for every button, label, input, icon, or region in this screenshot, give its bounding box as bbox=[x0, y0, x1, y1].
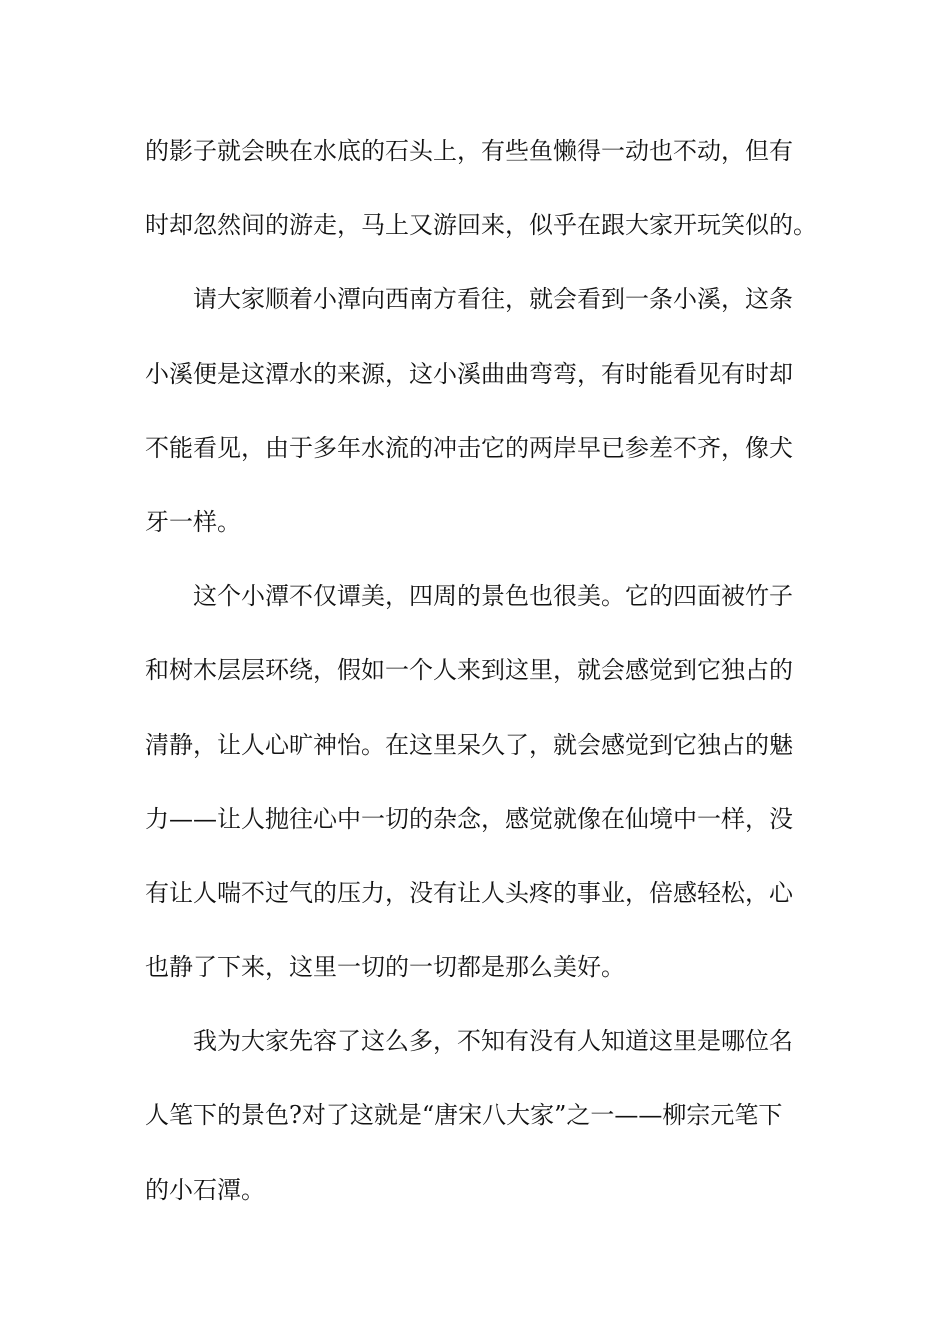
text-line: 不能看见，由于多年水流的冲击它的两岸早已参差不齐，像犬 bbox=[145, 433, 793, 462]
text-line: 牙一样。 bbox=[145, 507, 241, 536]
body-text bbox=[145, 131, 817, 1244]
paragraph-start-line: 这个小潭不仅谭美，四周的景色也很美。它的四面被竹子 bbox=[193, 582, 793, 611]
text-line: 的小石潭。 bbox=[145, 1175, 265, 1204]
text-line: 有让人喘不过气的压力，没有让人头疼的事业，倍感轻松，心 bbox=[145, 878, 793, 907]
text-line: 力——让人抛往心中一切的杂念，感觉就像在仙境中一样，没 bbox=[145, 804, 793, 833]
text-line: 时却忽然间的游走，马上又游回来，似乎在跟大家开玩笑似的。 bbox=[145, 211, 817, 240]
paragraph-start-line: 我为大家先容了这么多，不知有没有人知道这里是哪位名 bbox=[193, 1027, 793, 1056]
text-line: 人笔下的景色?对了这就是“唐宋八大家”之一——柳宗元笔下 bbox=[145, 1101, 783, 1130]
text-line: 小溪便是这潭水的来源，这小溪曲曲弯弯，有时能看见有时却 bbox=[145, 359, 793, 388]
text-line: 清静，让人心旷神怡。在这里呆久了，就会感觉到它独占的魅 bbox=[145, 730, 793, 759]
text-line: 也静了下来，这里一切的一切都是那么美好。 bbox=[145, 953, 625, 982]
paragraph-start-line: 请大家顺着小潭向西南方看往，就会看到一条小溪，这条 bbox=[193, 285, 793, 314]
text-line: 的影子就会映在水底的石头上，有些鱼懒得一动也不动，但有 bbox=[145, 137, 793, 165]
text-line: 和树木层层环绕，假如一个人来到这里，就会感觉到它独占的 bbox=[145, 656, 793, 685]
